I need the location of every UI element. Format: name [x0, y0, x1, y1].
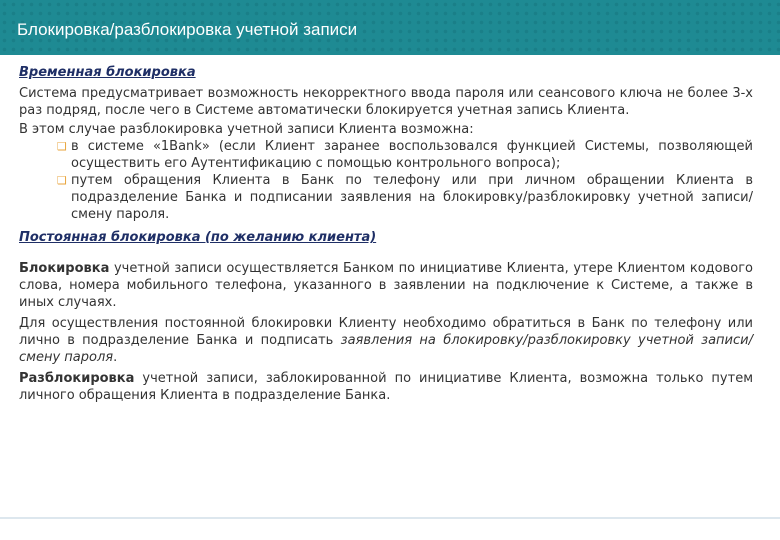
slide-content — [19, 64, 753, 404]
unblock-term: Разблокировка — [19, 371, 135, 386]
temporary-block-paragraph-1: Система предусматривает возможность некорректного ввода пароля или сеансового ключа не более 3-х раз подряд, после чего в Системе автоматически блокируется учетная запись Клиента. — [19, 86, 753, 118]
slide-title: Блокировка/разблокировка учетной записи — [17, 20, 358, 39]
checkbox-bullet-icon: ❑ — [57, 174, 67, 187]
permanent-block-paragraph-2 — [19, 315, 753, 366]
temporary-block-paragraph-2: В этом случае разблокировка учетной записи Клиента возможна: — [19, 122, 474, 137]
list-item — [57, 138, 753, 172]
block-description: учетной записи осуществляется Банком по инициативе Клиента, утере Клиентом кодового слова, номера мобильного телефона, указанного в заявлении на подключение к Системе, а также в иных случаях. — [19, 261, 753, 310]
bullet-text: в системе «1Bank» (если Клиент заранее воспользовался функцией Системы, позволяющей осуществить его Аутентификацию с помощью контрольного вопроса); — [71, 139, 753, 171]
permanent-block-heading: Постоянная блокировка (по желанию клиента) — [19, 230, 377, 245]
footer-divider — [0, 517, 780, 519]
permanent-block-paragraph-3 — [19, 370, 753, 404]
procedure-end: . — [113, 350, 118, 365]
temporary-block-heading: Временная блокировка — [19, 65, 196, 80]
application-name: заявления на блокировку/разблокировку учетной записи/смену пароля — [19, 333, 753, 365]
slide-header — [0, 0, 780, 55]
checkbox-bullet-icon: ❑ — [57, 140, 67, 153]
permanent-block-paragraph-1 — [19, 260, 753, 311]
block-term: Блокировка — [19, 261, 110, 276]
unblock-description: учетной записи, заблокированной по инициативе Клиента, возможна только путем личного обращения Клиента в подразделение Банка. — [19, 371, 753, 403]
bullet-text: путем обращения Клиента в Банк по телефону или при личном обращении Клиента в подразделение Банка и подписании заявления на блокировку/разблокировку учетной записи/смену пароля. — [71, 173, 753, 222]
list-item — [57, 172, 753, 223]
procedure-text: Для осуществления постоянной блокировки Клиенту необходимо обратиться в Банк по телефону или лично в подразделение Банка и подписать — [19, 316, 753, 348]
